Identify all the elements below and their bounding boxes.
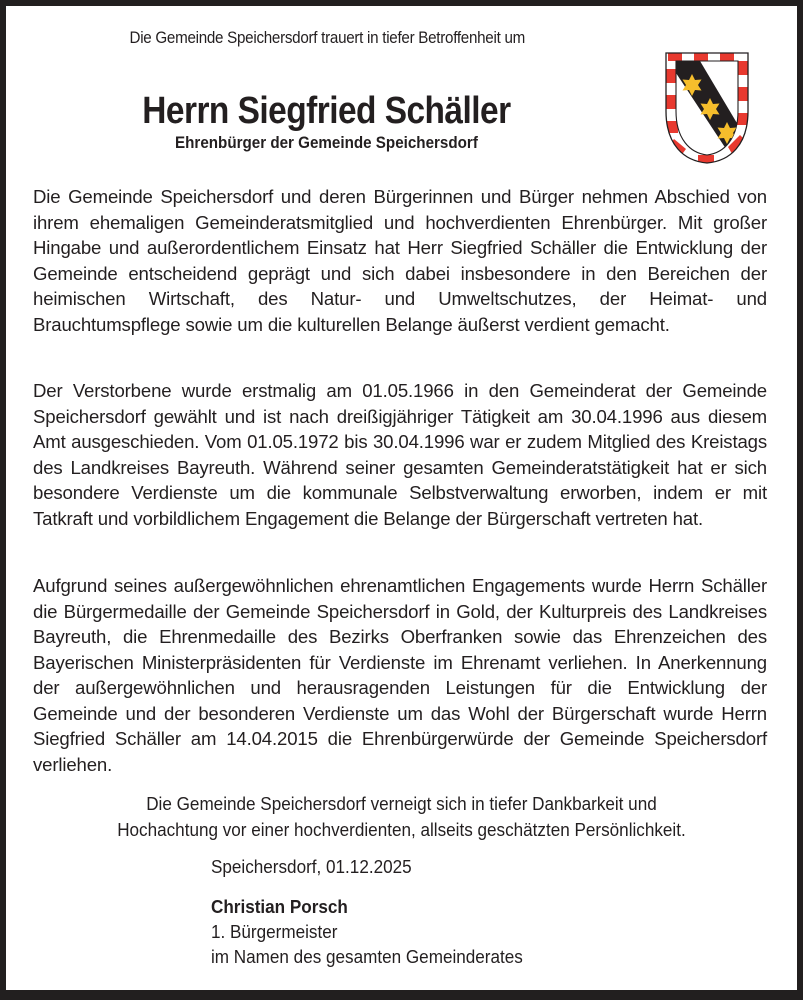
intro-line: Die Gemeinde Speichersdorf trauert in tiefer Betroffenheit um xyxy=(129,29,526,47)
obituary-notice xyxy=(6,6,797,990)
paragraph-tribute xyxy=(33,184,767,337)
paragraph-text: Die Gemeinde Speichersdorf und deren Bürgerinnen und Bürger nehmen Abschied von ihrem ehemaligen Gemeinderatsmitglied und hochverdienten Ehrenbürger. Mit großer Hingabe und außerordentlichem Einsatz hat Herr Siegfried Schäller die Entwicklung der Gemeinde entscheidend geprägt und sich dabei insbesondere in den Bereichen der heimischen Wirtschaft, des Natur- und Umweltschutzes, der Heimat- und Brauchtumspflege sowie um die kulturellen Belange äußerst verdient gemacht. xyxy=(33,186,767,335)
coat-of-arms-icon xyxy=(664,51,750,165)
signer-note: im Namen des gesamten Gemeinderates xyxy=(211,946,523,967)
paragraph-honors xyxy=(33,573,767,777)
paragraph-text: Aufgrund seines außergewöhnlichen ehrenamtlichen Engagements wurde Herrn Schäller die Bürgermedaille der Gemeinde Speichersdorf in Gold, der Kulturpreis des Landkreises Bayreuth, die Ehrenmedaille des Bezirks Oberfranken sowie das Ehrenzeichen des Bayerischen Ministerpräsidenten für Verdienste im Ehrenamt verliehen. In Anerkennung der außergewöhnlichen und herausragenden Leistungen für die Entwicklung der Gemeinde und der besonderen Verdienste um das Wohl der Bürgerschaft wurde Herrn Siegfried Schäller am 14.04.2015 die Ehrenbürgerwürde der Gemeinde Speichersdorf verliehen. xyxy=(33,575,767,775)
honorary-title: Ehrenbürger der Gemeinde Speichersdorf xyxy=(175,134,478,152)
closing-line: Hochachtung vor einer hochverdienten, allseits geschätzten Persönlichkeit. xyxy=(117,818,686,840)
place-date: Speichersdorf, 01.12.2025 xyxy=(211,856,412,877)
signer-name: Christian Porsch xyxy=(211,896,348,917)
paragraph-council-career xyxy=(33,378,767,531)
closing-line: Die Gemeinde Speichersdorf verneigt sich in tiefer Dankbarkeit und xyxy=(146,793,657,814)
paragraph-text: Der Verstorbene wurde erstmalig am 01.05.1966 in den Gemeinderat der Gemeinde Speichersdorf gewählt und ist nach dreißigjähriger Tätigkeit am 30.04.1996 aus diesem Amt ausgeschieden. Vom 01.05.1972 bis 30.04.1996 war er zudem Mitglied des Kreistags des Landkreises Bayreuth. Während seiner gesamten Gemeinderatstätigkeit hat er sich besondere Verdienste um die kommunale Selbstverwaltung erworben, indem er mit Tatkraft und vorbildlichem Engagement die Belange der Bürgerschaft vertreten hat. xyxy=(33,380,767,529)
signer-role: 1. Bürgermeister xyxy=(211,921,338,942)
closing-statement xyxy=(34,791,770,842)
deceased-name: Herrn Siegfried Schäller xyxy=(142,90,511,132)
signoff xyxy=(211,854,523,969)
